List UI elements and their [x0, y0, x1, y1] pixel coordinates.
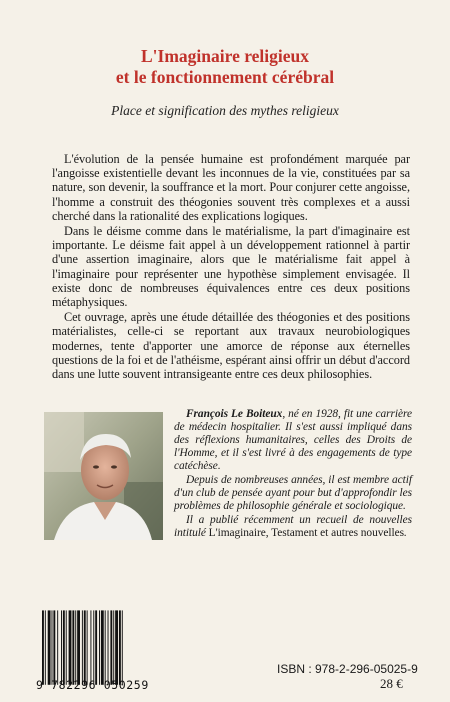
- author-name: François Le Boiteux: [186, 408, 283, 420]
- barcode-bar: [84, 610, 86, 684]
- barcode-bar: [69, 610, 72, 684]
- barcode-bar: [93, 610, 94, 684]
- barcode-bar: [52, 610, 53, 684]
- barcode-bar: [57, 610, 58, 684]
- bio-text: , né en 1928, fit une carrière de médecin hospitalier. Il s'est aussi impliqué dans des réflexions humanitaires, celles des Droits de l'Homme, et il s'est livré à des engagements de type catéchèse.: [174, 408, 412, 472]
- blurb-paragraph: Dans le déisme comme dans le matérialisme, la part d'imaginaire est importante. Le déisme fait appel à un développement rationnel à partir d'une assertion imaginaire, alors que le matérialisme fait appel à l'imaginaire pour représenter une hypothèse simplement envisagée. Il existe donc de nombreuses équivalences entre ces deux positions métaphysiques.: [52, 224, 410, 310]
- barcode-bar: [75, 610, 76, 684]
- bio-text: .: [404, 527, 407, 539]
- barcode-bar: [115, 610, 118, 684]
- barcode-bar: [42, 610, 44, 684]
- barcode-bar: [72, 610, 74, 684]
- bio-paragraph: Depuis de nombreuses années, il est membre actif d'un club de pensée ayant pour but d'approfondir les problèmes de philosophie générale et sociologique.: [174, 474, 412, 512]
- barcode-bar: [119, 610, 121, 684]
- barcode-bar: [113, 610, 114, 684]
- barcode-bar: [99, 610, 100, 684]
- barcode-bar: [110, 610, 112, 684]
- barcode-bar: [53, 610, 55, 684]
- barcode-bar: [108, 610, 109, 684]
- bio-paragraph: [174, 408, 412, 473]
- blurb: [52, 152, 410, 382]
- barcode-bar: [87, 610, 88, 684]
- book-subtitle: Place et signification des mythes religieux: [111, 103, 339, 118]
- bio-paragraph: [174, 514, 412, 540]
- bio-text: Il a publié récemment un recueil de nouvelles intitulé: [174, 514, 412, 539]
- author-photo: [44, 412, 163, 540]
- barcode-number: 9 782296 050259: [36, 678, 149, 692]
- book-title: [0, 46, 450, 88]
- title-line-2: et le fonctionnement cérébral: [115, 67, 335, 87]
- barcode-bar: [61, 610, 62, 684]
- author-photo-image: [44, 412, 163, 540]
- barcode-bar: [122, 610, 123, 684]
- barcode-bar: [66, 610, 67, 684]
- barcode-bar: [90, 610, 91, 684]
- author-bio: [174, 408, 412, 541]
- blurb-paragraph: L'évolution de la pensée humaine est profondément marquée par l'angoisse existentielle devant les inconnues de la vie, constituées par sa nature, son devenir, la souffrance et la mort. Pour conjurer cette angoisse, l'homme a construit des théogonies souvent très complexes et a aussi cherché dans la rationalité des explications logiques.: [52, 152, 410, 223]
- barcode-bar: [82, 610, 83, 684]
- barcode-bar: [77, 610, 80, 684]
- isbn: ISBN : 978-2-296-05025-9: [277, 662, 418, 676]
- price: 28 €: [380, 676, 403, 691]
- barcode-bar: [95, 610, 97, 684]
- book-titles: L'imaginaire, Testament et autres nouvelles: [208, 527, 404, 539]
- barcode-bar: [101, 610, 104, 684]
- title-line-1: L'Imaginaire religieux: [140, 46, 310, 66]
- barcode-bar: [45, 610, 46, 684]
- barcode-bar: [48, 610, 51, 684]
- barcode-bar: [63, 610, 65, 684]
- blurb-paragraph: Cet ouvrage, après une étude détaillée des théogonies et des positions matérialistes, celle-ci se reportant aux travaux neurobiologiques modernes, tente d'apporter une amorce de réponse aux éternelles questions de la foi et de l'athéisme, espérant ainsi offrir un début d'accord dans une lutte souvent intransigeante entre ces deux philosophies.: [52, 310, 410, 382]
- barcode-bar: [105, 610, 106, 684]
